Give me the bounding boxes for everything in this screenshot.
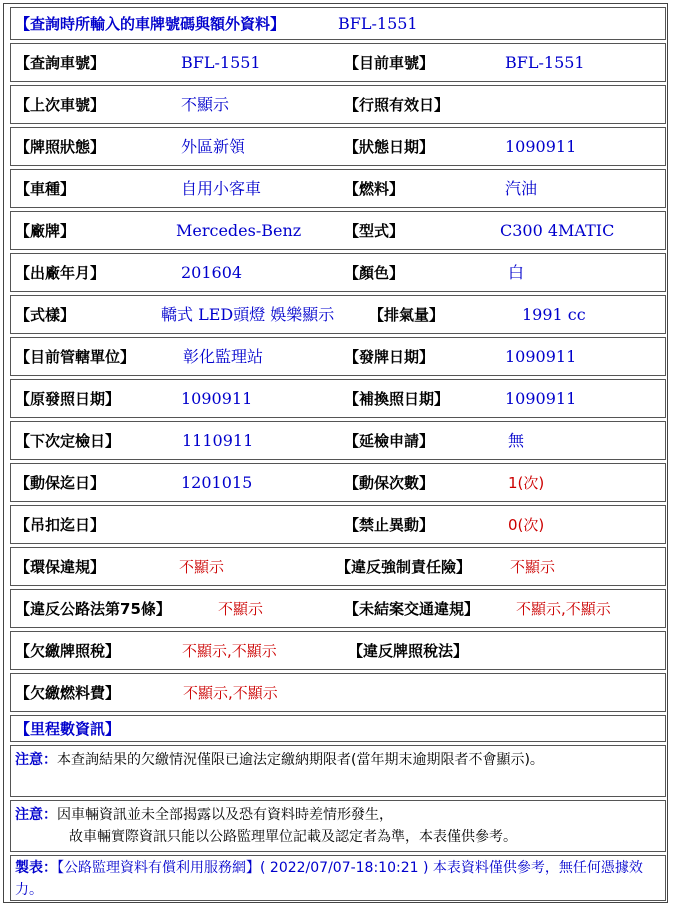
row-fuel-fee-arrears: [10, 673, 666, 712]
value-unsettled-traffic-violation: 不顯示,不顯示: [516, 600, 611, 618]
value-manufacture-date: 201604: [181, 263, 243, 282]
value-inspection-extension: 無: [508, 431, 525, 450]
label-original-license-date: 【原發照日期】: [15, 390, 121, 408]
note-1: [10, 745, 666, 797]
value-style: 轎式 LED頭燈 娛樂顯示: [161, 305, 335, 324]
value-displacement: 1991 cc: [522, 305, 586, 324]
label-transfer-ban: 【禁止異動】: [344, 516, 435, 534]
label-license-tax-arrears: 【欠繳牌照稅】: [15, 642, 121, 660]
row-original-license-date: [10, 379, 666, 418]
label-suspension-end-date: 【吊扣迄日】: [15, 516, 106, 534]
row-highway-act-violation: [10, 589, 666, 628]
label-environmental-violation: 【環保違規】: [15, 558, 106, 576]
value-previous-plate: 不顯示: [181, 95, 230, 114]
label-fuel: 【燃料】: [344, 180, 405, 198]
label-vehicle-type: 【車種】: [15, 180, 76, 198]
row-license-tax-arrears: [10, 631, 666, 670]
row-plate-status: [10, 127, 666, 166]
note-2-line-2: 故車輛實際資訊只能以公路監理單位記載及認定者為準，本表僅供參考。: [69, 829, 517, 845]
row-environmental-violation: [10, 547, 666, 586]
note-2: [10, 800, 666, 852]
header-row: [10, 7, 666, 40]
value-jurisdiction: 彰化監理站: [183, 347, 264, 366]
value-issue-date: 1090911: [505, 347, 577, 366]
label-jurisdiction: 【目前管轄單位】: [15, 348, 136, 366]
note-2-line-1: 因車輛資訊並未全部揭露以及恐有資料時差情形發生，: [57, 807, 393, 823]
value-plate-status: 外區新領: [181, 137, 246, 156]
value-status-date: 1090911: [505, 137, 577, 156]
label-manufacture-date: 【出廠年月】: [15, 264, 106, 282]
value-color: 白: [508, 263, 525, 282]
row-vehicle-type: [10, 169, 666, 208]
value-original-license-date: 1090911: [181, 389, 253, 408]
label-reissue-date: 【補換照日期】: [344, 390, 450, 408]
value-insurance-violation: 不顯示: [510, 558, 556, 576]
value-next-inspection: 1110911: [182, 431, 254, 450]
label-highway-act-violation: 【違反公路法第75條】: [15, 600, 171, 618]
value-highway-act-violation: 不顯示: [218, 600, 264, 618]
footer-text: 【公路監理資料有償利用服務網】( 2022/07/07-18:10:21 ) 本表資料僅供參考，無任何憑據效力。: [15, 860, 643, 898]
row-manufacture-date: [10, 253, 666, 292]
row-mileage: [10, 715, 666, 742]
label-previous-plate: 【上次車號】: [15, 96, 106, 114]
row-suspension-end-date: [10, 505, 666, 544]
label-style: 【式樣】: [15, 306, 76, 324]
label-brand: 【廠牌】: [15, 222, 76, 240]
note-1-text: 本查詢結果的欠繳情況僅限已逾法定繳納期限者(當年期末逾期限者不會顯示)。: [57, 752, 544, 768]
label-displacement: 【排氣量】: [369, 306, 445, 324]
report-frame: [3, 3, 668, 903]
label-lien-end-date: 【動保迄日】: [15, 474, 106, 492]
label-model: 【型式】: [344, 222, 405, 240]
label-status-date: 【狀態日期】: [344, 138, 435, 156]
row-brand: [10, 211, 666, 250]
note-1-label: 注意：: [15, 752, 57, 768]
label-current-plate: 【目前車號】: [344, 54, 435, 72]
note-2-label: 注意：: [15, 807, 57, 823]
row-style: [10, 295, 666, 334]
header-title: 【查詢時所輸入的車牌號碼與額外資料】: [15, 15, 286, 33]
row-jurisdiction: [10, 337, 666, 376]
value-model: C300 4MATIC: [500, 221, 615, 240]
value-license-tax-arrears: 不顯示,不顯示: [182, 642, 277, 660]
row-lien-end-date: [10, 463, 666, 502]
label-query-plate: 【查詢車號】: [15, 54, 106, 72]
label-unsettled-traffic-violation: 【未結案交通違規】: [344, 600, 480, 618]
value-current-plate: BFL-1551: [505, 53, 585, 72]
value-reissue-date: 1090911: [505, 389, 577, 408]
value-brand: Mercedes-Benz: [176, 221, 302, 240]
label-fuel-fee-arrears: 【欠繳燃料費】: [15, 684, 121, 702]
label-insurance-violation: 【違反強制責任險】: [336, 558, 472, 576]
value-vehicle-type: 自用小客車: [181, 179, 262, 198]
label-license-tax-violation: 【違反牌照稅法】: [348, 642, 469, 660]
value-environmental-violation: 不顯示: [179, 558, 225, 576]
row-query-plate: [10, 43, 666, 82]
header-plate: BFL-1551: [338, 14, 418, 33]
value-lien-count: 1(次): [508, 474, 545, 492]
label-license-valid-date: 【行照有效日】: [344, 96, 450, 114]
footer-label: 製表：: [15, 860, 57, 876]
value-fuel-fee-arrears: 不顯示,不顯示: [183, 684, 278, 702]
label-issue-date: 【發牌日期】: [344, 348, 435, 366]
value-transfer-ban: 0(次): [508, 516, 545, 534]
row-next-inspection: [10, 421, 666, 460]
value-query-plate: BFL-1551: [181, 53, 261, 72]
value-fuel: 汽油: [505, 179, 538, 198]
label-inspection-extension: 【延檢申請】: [344, 432, 435, 450]
row-previous-plate: [10, 85, 666, 124]
label-next-inspection: 【下次定檢日】: [15, 432, 121, 450]
label-color: 【顏色】: [344, 264, 405, 282]
mileage-title: 【里程數資訊】: [15, 720, 121, 738]
label-lien-count: 【動保次數】: [344, 474, 435, 492]
value-lien-end-date: 1201015: [181, 473, 253, 492]
label-plate-status: 【牌照狀態】: [15, 138, 106, 156]
footer-note: [10, 855, 666, 901]
